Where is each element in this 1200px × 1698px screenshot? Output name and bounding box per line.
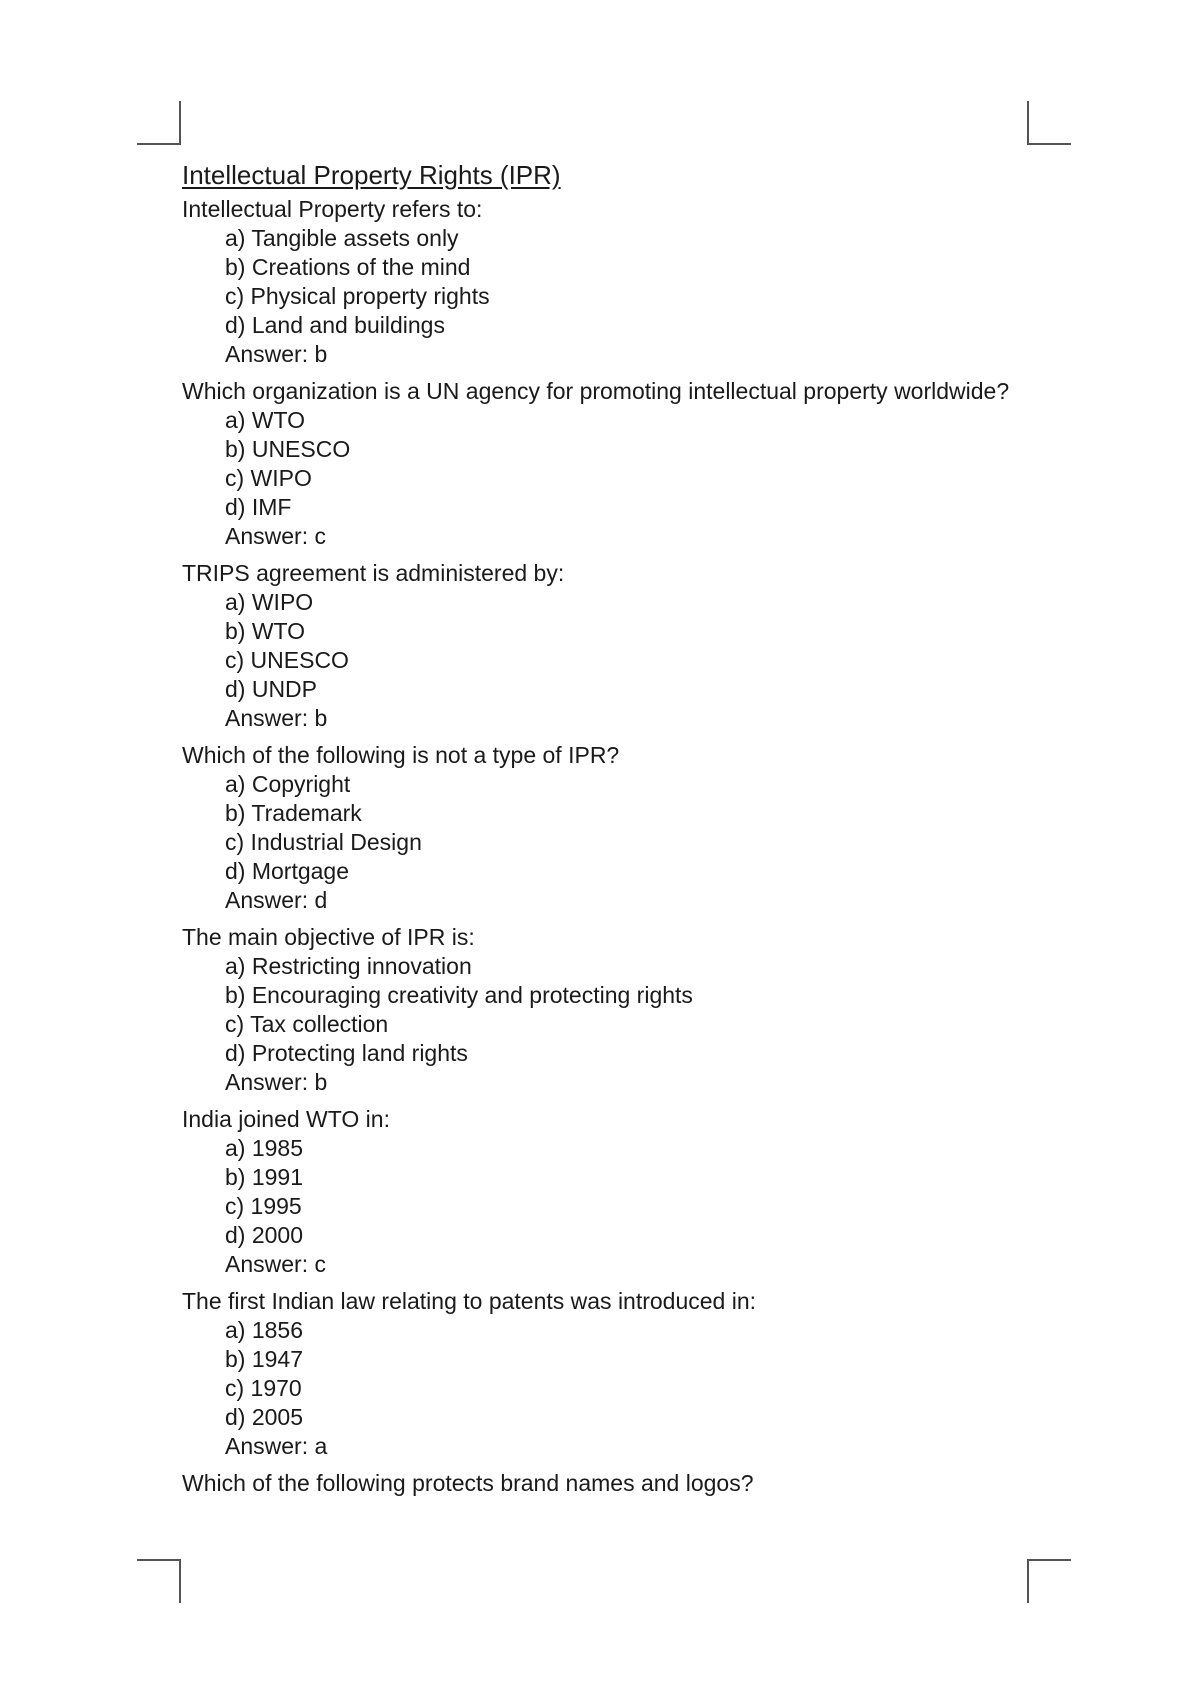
question-item — [182, 377, 1042, 551]
question-text: Which of the following is not a type of IPR? — [182, 742, 620, 768]
answer-option: d) UNDP — [225, 676, 318, 702]
answer-option: d) 2000 — [225, 1222, 304, 1248]
crop-mark-bottom-left-v — [179, 1559, 181, 1603]
answer-option: c) Industrial Design — [225, 829, 422, 855]
answer-option: a) WTO — [225, 407, 306, 433]
crop-mark-top-left-h — [137, 143, 181, 145]
answer-key: Answer: c — [225, 523, 326, 549]
answer-option: d) IMF — [225, 494, 292, 520]
answer-option: c) Tax collection — [225, 1011, 389, 1037]
answer-option: a) WIPO — [225, 589, 314, 615]
answer-option: c) 1970 — [225, 1375, 302, 1401]
answer-option: b) Trademark — [225, 800, 362, 826]
answer-option: c) Physical property rights — [225, 283, 490, 309]
answer-option: a) Tangible assets only — [225, 225, 459, 251]
answer-option: a) 1985 — [225, 1135, 304, 1161]
question-text: The main objective of IPR is: — [182, 924, 475, 950]
document-body — [182, 157, 1042, 1506]
answer-option: a) Copyright — [225, 771, 351, 797]
answer-option: b) Encouraging creativity and protecting rights — [225, 982, 693, 1008]
crop-mark-bottom-right-h — [1027, 1559, 1071, 1561]
answer-option: b) UNESCO — [225, 436, 351, 462]
answer-option: d) Land and buildings — [225, 312, 445, 338]
answer-option: c) UNESCO — [225, 647, 349, 673]
crop-mark-top-right-h — [1027, 143, 1071, 145]
answer-option: d) Protecting land rights — [225, 1040, 468, 1066]
question-text: TRIPS agreement is administered by: — [182, 560, 565, 586]
question-item — [182, 1469, 1042, 1498]
question-item — [182, 195, 1042, 369]
answer-option: a) 1856 — [225, 1317, 304, 1343]
document-title: Intellectual Property Rights (IPR) — [182, 160, 561, 190]
answer-key: Answer: c — [225, 1251, 326, 1277]
question-text: Which organization is a UN agency for promoting intellectual property worldwide? — [182, 378, 1010, 404]
question-text: The first Indian law relating to patents was introduced in: — [182, 1288, 757, 1314]
question-item — [182, 923, 1042, 1097]
answer-key: Answer: b — [225, 1069, 328, 1095]
question-list — [182, 195, 1042, 1498]
answer-option: d) 2005 — [225, 1404, 304, 1430]
answer-key: Answer: b — [225, 705, 328, 731]
answer-option: b) WTO — [225, 618, 306, 644]
answer-option: b) Creations of the mind — [225, 254, 471, 280]
question-text: Which of the following protects brand names and logos? — [182, 1470, 754, 1496]
answer-option: a) Restricting innovation — [225, 953, 472, 979]
crop-mark-bottom-left-h — [137, 1559, 181, 1561]
answer-option: b) 1947 — [225, 1346, 304, 1372]
crop-mark-bottom-right-v — [1027, 1559, 1029, 1603]
question-item — [182, 559, 1042, 733]
answer-key: Answer: d — [225, 887, 328, 913]
crop-mark-top-left-v — [179, 101, 181, 145]
question-item — [182, 1287, 1042, 1461]
answer-key: Answer: a — [225, 1433, 328, 1459]
answer-option: c) WIPO — [225, 465, 312, 491]
question-item — [182, 741, 1042, 915]
question-text: India joined WTO in: — [182, 1106, 390, 1132]
answer-option: b) 1991 — [225, 1164, 304, 1190]
answer-option: d) Mortgage — [225, 858, 350, 884]
question-item — [182, 1105, 1042, 1279]
crop-mark-top-right-v — [1027, 101, 1029, 145]
answer-option: c) 1995 — [225, 1193, 302, 1219]
question-text: Intellectual Property refers to: — [182, 196, 483, 222]
answer-key: Answer: b — [225, 341, 328, 367]
